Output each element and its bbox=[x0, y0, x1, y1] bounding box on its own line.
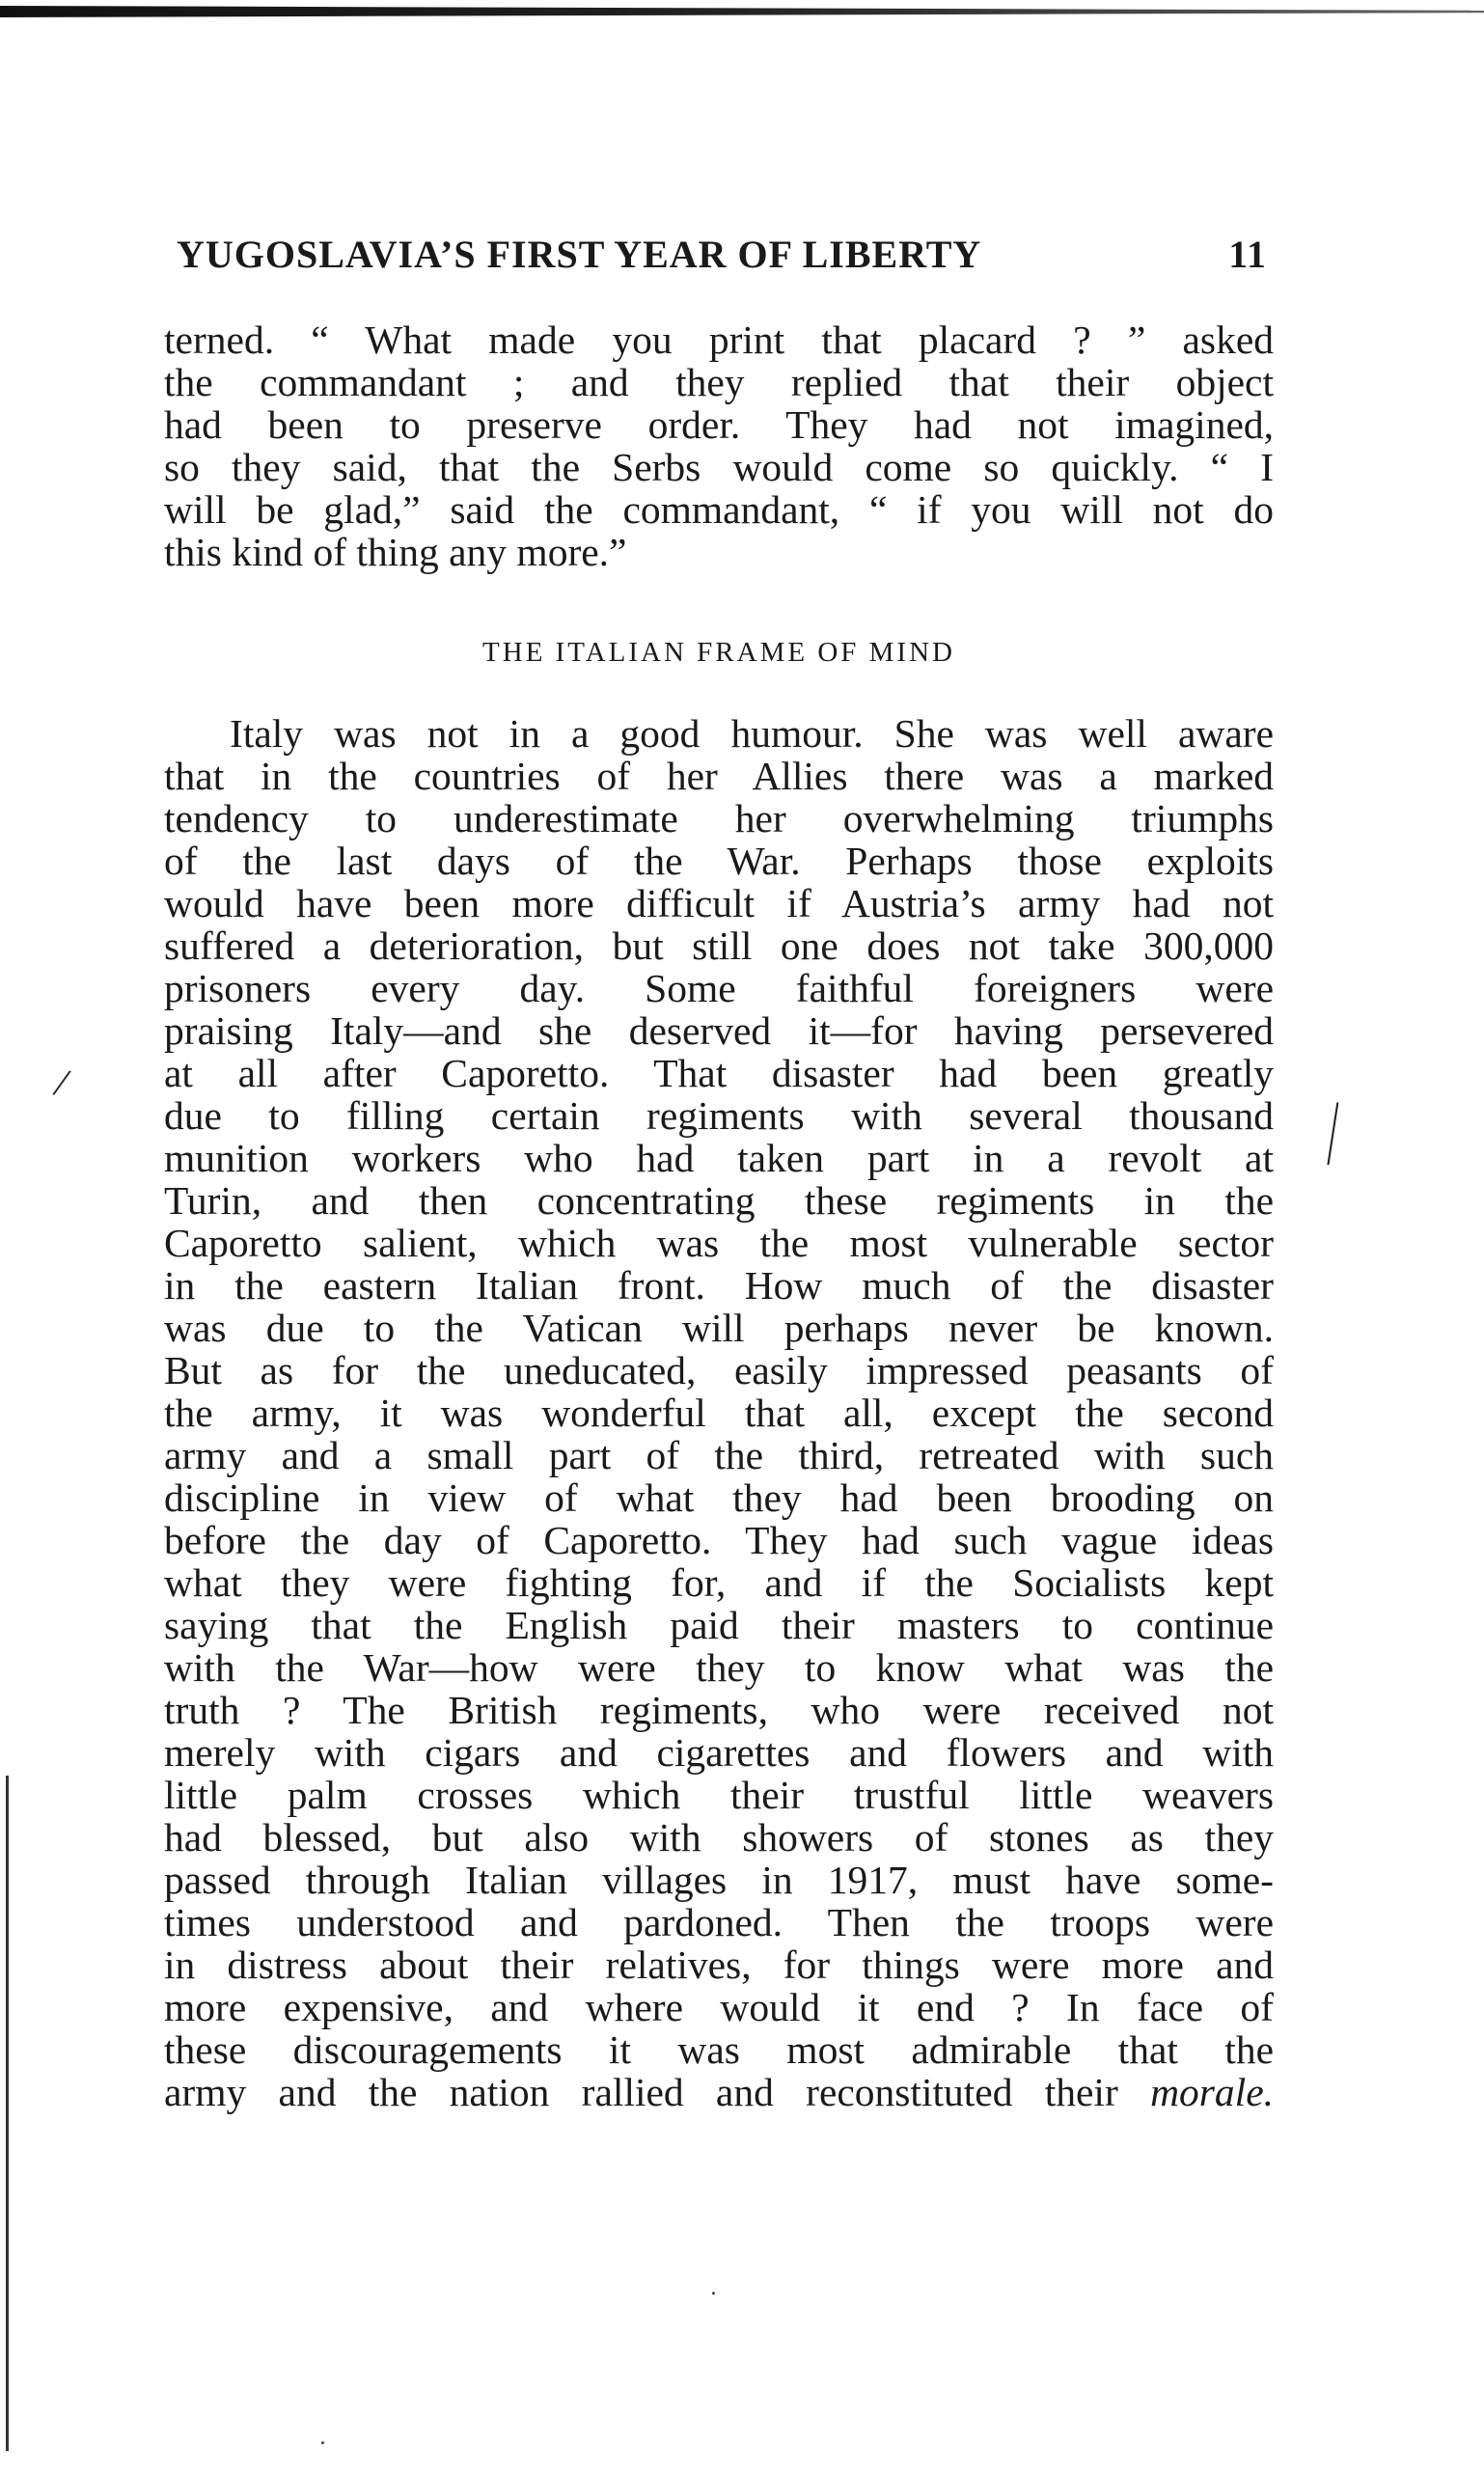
paragraph-italian-frame bbox=[164, 712, 1274, 2113]
text-line: discipline in view of what they had been brooding on bbox=[164, 1475, 1274, 1520]
text-line: in distress about their relatives, for things were more and bbox=[164, 1943, 1274, 1987]
page-number: 11 bbox=[1228, 233, 1267, 276]
text-line: what they were fighting for, and if the Socialists kept bbox=[164, 1560, 1274, 1605]
text-line: passed through Italian villages in 1917, must have some- bbox=[164, 1858, 1274, 1902]
text-line: truth ? The British regiments, who were received not bbox=[164, 1688, 1274, 1732]
text-line: terned. “ What made you print that placard ? ” asked bbox=[164, 317, 1274, 362]
text-line: at all after Caporetto. That disaster had been greatly bbox=[164, 1051, 1274, 1095]
text-line: of the last days of the War. Perhaps those exploits bbox=[164, 839, 1274, 883]
text-line: Turin, and then concentrating these regiments in the bbox=[164, 1178, 1274, 1223]
page-body bbox=[164, 318, 1274, 2113]
text-line: had been to preserve order. They had not imagined, bbox=[164, 402, 1274, 447]
left-margin-mark: / bbox=[52, 1060, 70, 1105]
italic-word: morale. bbox=[1150, 2070, 1275, 2114]
text-line: praising Italy—and she deserved it—for having persevered bbox=[164, 1008, 1274, 1053]
text-line: Caporetto salient, which was the most vulnerable sector bbox=[164, 1221, 1274, 1265]
text-line: merely with cigars and cigarettes and flowers and with bbox=[164, 1730, 1274, 1775]
text-line: the army, it was wonderful that all, except the second bbox=[164, 1391, 1274, 1435]
text-line: that in the countries of her Allies there was a marked bbox=[164, 754, 1274, 798]
top-border-rule bbox=[0, 6, 1484, 17]
section-heading: THE ITALIAN FRAME OF MIND bbox=[482, 637, 955, 668]
text-line: munition workers who had taken part in a revolt at bbox=[164, 1136, 1274, 1180]
text-line: in the eastern Italian front. How much of the disaster bbox=[164, 1263, 1274, 1308]
text-line: suffered a deterioration, but still one does not take 300,000 bbox=[164, 923, 1274, 968]
final-line-text: army and the nation rallied and reconstituted their bbox=[164, 2070, 1118, 2114]
paragraph-continuation bbox=[164, 318, 1274, 573]
text-line: army and a small part of the third, retreated with such bbox=[164, 1433, 1274, 1477]
text-line: the commandant ; and they replied that their object bbox=[164, 360, 1274, 404]
text-line-final bbox=[164, 2071, 1274, 2113]
speck bbox=[321, 2441, 324, 2444]
text-line: will be glad,” said the commandant, “ if you will not do bbox=[164, 487, 1274, 532]
text-line: before the day of Caporetto. They had such vague ideas bbox=[164, 1518, 1274, 1562]
text-line: had blessed, but also with showers of stones as they bbox=[164, 1815, 1274, 1860]
running-head-title: YUGOSLAVIA’S FIRST YEAR OF LIBERTY bbox=[177, 233, 982, 276]
text-line: due to filling certain regiments with several thousand bbox=[164, 1093, 1274, 1138]
text-line: was due to the Vatican will perhaps never be known. bbox=[164, 1306, 1274, 1350]
text-line: this kind of thing any more.” bbox=[164, 530, 627, 574]
text-line: tendency to underestimate her overwhelming triumphs bbox=[164, 796, 1274, 840]
right-margin-mark: / bbox=[1327, 1081, 1339, 1184]
text-line: these discouragements it was most admirable that the bbox=[164, 2027, 1274, 2072]
text-line: prisoners every day. Some faithful foreigners were bbox=[164, 966, 1274, 1010]
text-line: Italy was not in a good humour. She was well aware bbox=[230, 711, 1274, 756]
text-line: saying that the English paid their masters to continue bbox=[164, 1603, 1274, 1647]
text-line: so they said, that the Serbs would come so quickly. “ I bbox=[164, 445, 1274, 489]
text-line: times understood and pardoned. Then the troops were bbox=[164, 1900, 1274, 1944]
text-line: would have been more difficult if Austria’s army had not bbox=[164, 881, 1274, 925]
text-line: with the War—how were they to know what was the bbox=[164, 1645, 1274, 1690]
speck bbox=[712, 2292, 715, 2295]
text-line: more expensive, and where would it end ? In face of bbox=[164, 1985, 1274, 2029]
text-line: But as for the uneducated, easily impressed peasants of bbox=[164, 1348, 1274, 1392]
text-line: little palm crosses which their trustful little weavers bbox=[164, 1773, 1274, 1817]
running-head bbox=[177, 232, 1267, 277]
left-edge-rule bbox=[6, 1776, 9, 2451]
